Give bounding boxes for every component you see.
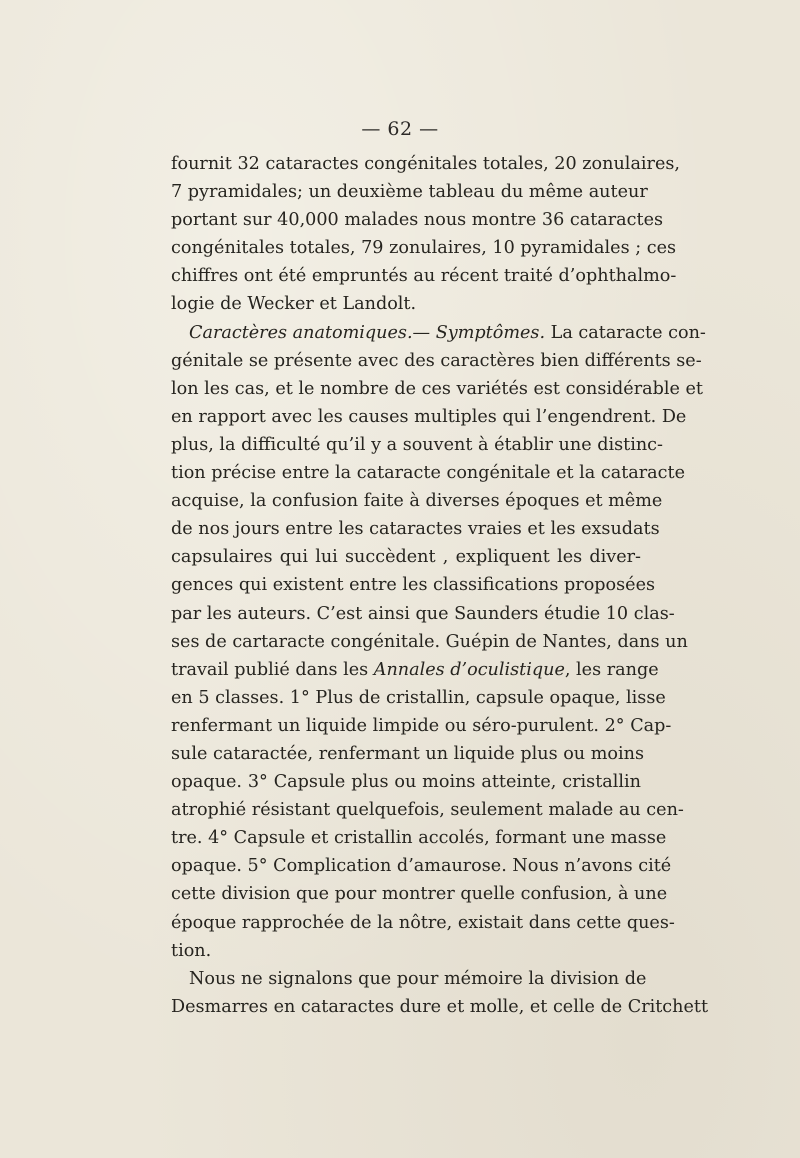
text-line: en 5 classes. 1° Plus de cristallin, capsule opaque, lisse [171, 687, 666, 708]
text-fragment: , les range [564, 659, 659, 680]
text-line: logie de Wecker et Landolt. [171, 294, 417, 315]
text-line: cette division que pour montrer quelle confusion, à une [171, 884, 668, 905]
text-line: plus, la difficulté qu’il y a souvent à établir une distinc- [171, 434, 663, 455]
text-fragment: La cataracte con- [545, 322, 706, 343]
page-number-header: — 62 — [361, 118, 439, 140]
body-text [171, 150, 709, 1021]
text-line: ses de cartaracte congénitale. Guépin de Nantes, dans un [171, 631, 688, 652]
text-line: sule cataractée, renfermant un liquide plus ou moins [171, 743, 644, 764]
text-line: fournit 32 cataractes congénitales totales, 20 zonulaires, [171, 154, 680, 174]
text-line: Desmarres en cataractes dure et molle, et celle de Critchett [171, 996, 709, 1017]
text-line: en rapport avec les causes multiples qui l’engendrent. De [171, 406, 687, 427]
text-line: capsulaires qui lui succèdent , expliquent les diver- [171, 547, 641, 568]
text-line: génitale se présente avec des caractères bien différents se- [171, 350, 702, 371]
text-line: tion précise entre la cataracte congénitale et la cataracte [171, 463, 685, 484]
text-line: opaque. 3° Capsule plus ou moins atteinte, cristallin [171, 772, 641, 793]
text-line: lon les cas, et le nombre de ces variétés est considérable et [171, 378, 703, 399]
text-fragment: travail publié dans les [171, 659, 374, 680]
text-line: époque rapprochée de la nôtre, existait dans cette ques- [171, 912, 675, 933]
text-line: renfermant un liquide limpide ou séro-purulent. 2° Cap- [171, 715, 672, 736]
text-line: chiffres ont été empruntés au récent traité d’ophthalmo- [171, 266, 677, 287]
text-line: par les auteurs. C’est ainsi que Saunders étudie 10 clas- [171, 603, 675, 624]
text-line: atrophié résistant quelquefois, seulement malade au cen- [171, 800, 684, 821]
text-line: tion. [171, 940, 212, 961]
text-line: portant sur 40,000 malades nous montre 36 cataractes [171, 210, 664, 231]
text-line: 7 pyramidales; un deuxième tableau du même auteur [171, 182, 648, 203]
text-line [171, 319, 706, 347]
text-line: Nous ne signalons que pour mémoire la division de [189, 968, 647, 989]
text-line: de nos jours entre les cataractes vraies et les exsudats [171, 519, 660, 540]
journal-title-italic: Annales d’oculistique [373, 659, 565, 680]
text-line: acquise, la confusion faite à diverses époques et même [171, 491, 663, 512]
section-heading-italic: Caractères anatomiques.— Symptômes. [189, 322, 546, 343]
text-line: opaque. 5° Complication d’amaurose. Nous n’avons cité [171, 856, 672, 877]
text-line: tre. 4° Capsule et cristallin accolés, formant une masse [171, 828, 667, 849]
text-line: congénitales totales, 79 zonulaires, 10 pyramidales ; ces [171, 238, 677, 259]
text-line [171, 656, 659, 684]
text-line: gences qui existent entre les classifications proposées [171, 575, 656, 596]
